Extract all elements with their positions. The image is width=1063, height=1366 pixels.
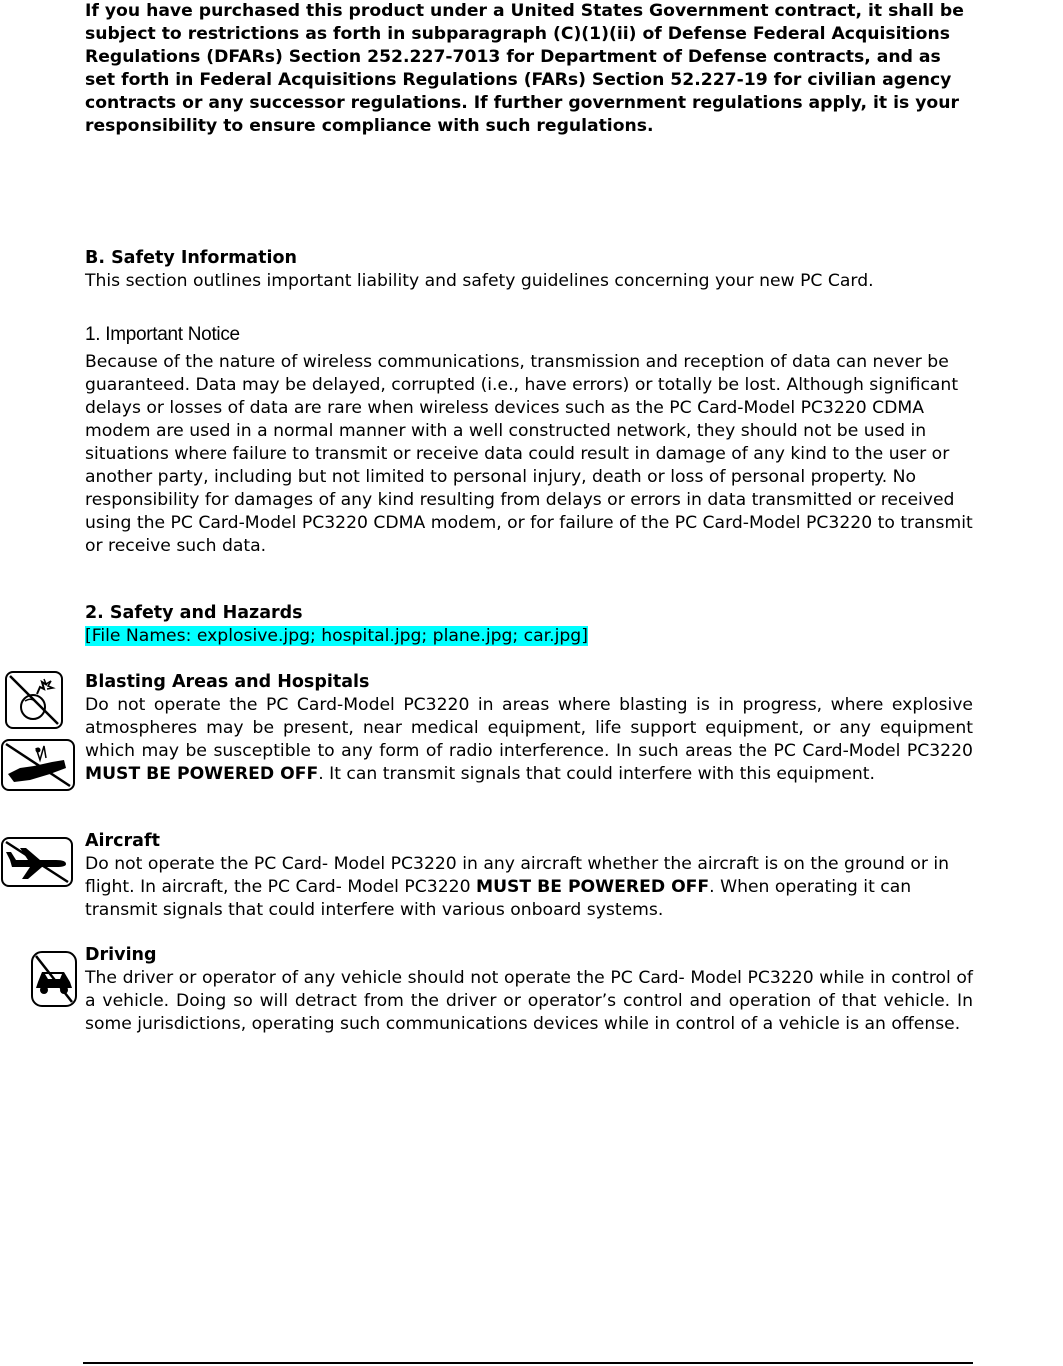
aircraft-text-part: Do not operate the PC Card- Model PC3220 in any aircraft whether the aircraft is on the ground or in flight. In aircraft, the PC Card- Model PC3220 xyxy=(85,854,950,897)
driving-section xyxy=(85,944,973,1036)
driving-heading: Driving xyxy=(85,945,157,965)
important-notice-heading: 1. Important Notice xyxy=(85,324,240,345)
safety-information-section xyxy=(85,247,973,293)
aircraft-text-part: . When operating it can transmit signals that could interfere with various onboard systems. xyxy=(85,877,912,920)
explosive-icon xyxy=(4,670,64,730)
safety-hazards-section xyxy=(85,602,973,648)
safety-hazards-heading: 2. Safety and Hazards xyxy=(85,603,303,623)
blasting-text-part: Do not operate the PC Card-Model PC3220 in areas where blasting is in progress, where explosive atmospheres may be present, near medical equipment, life support equipment, or any equipment which may be susceptible to any form of radio interference. In such areas the PC Card-Model PC3220 xyxy=(85,695,973,761)
blasting-text-part: . It can transmit signals that could interfere with this equipment. xyxy=(318,764,875,784)
blasting-emphasis: MUST BE POWERED OFF xyxy=(85,764,319,784)
government-notice-text: If you have purchased this product under a United States Government contract, it shall be subject to restrictions as forth in subparagraph (C)(1)(ii) of Defense Federal Acquisitions Regulations (DFARs) Section 252.227-7013 for Department of Defense contracts, and as set forth in Federal Acquisitions Regulations (FARs) Section 52.227-19 for civilian agency contracts or any successor regulations. If further government regulations apply, it is your responsibility to ensure compliance with such regulations. xyxy=(85,1,964,136)
aircraft-emphasis: MUST BE POWERED OFF xyxy=(475,877,710,897)
blasting-section xyxy=(85,671,973,786)
driving-text: The driver or operator of any vehicle should not operate the PC Card- Model PC3220 while in control of a vehicle. Doing so will detract from the driver or operator’s control and operation of that vehicle. In some jurisdictions, operating such communications devices while in control of a vehicle is an offense. xyxy=(85,968,973,1034)
safety-information-intro: This section outlines important liability and safety guidelines concerning your new PC Card. xyxy=(85,271,874,291)
important-notice-body xyxy=(85,351,973,558)
important-notice-text: Because of the nature of wireless communications, transmission and reception of data can never be guaranteed. Data may be delayed, corrupted (i.e., have errors) or totally be lost. Although significant delays or losses of data are rare when wireless devices such as the PC Card-Model PC3220 CDMA modem are used in a normal manner with a well constructed network, they should not be used in situations where failure to transmit or receive data could result in damage of any kind to the user or another party, including but not limited to personal injury, death or loss of personal property. No responsibility for damages of any kind resulting from delays or errors in data transmitted or received using the PC Card-Model PC3220 CDMA modem, or for failure of the PC Card-Model PC3220 to transmit or receive such data. xyxy=(85,352,973,556)
blasting-text xyxy=(85,694,973,786)
car-icon xyxy=(30,950,78,1008)
important-notice-section xyxy=(85,323,973,346)
footer-rule xyxy=(83,1362,973,1364)
safety-information-heading: B. Safety Information xyxy=(85,248,297,268)
blasting-heading: Blasting Areas and Hospitals xyxy=(85,672,370,692)
file-names-note: [File Names: explosive.jpg; hospital.jpg; plane.jpg; car.jpg] xyxy=(85,626,588,646)
aircraft-heading: Aircraft xyxy=(85,831,160,851)
plane-icon xyxy=(0,836,74,888)
aircraft-section xyxy=(85,830,973,922)
government-notice xyxy=(85,0,973,138)
hospital-icon xyxy=(0,738,76,792)
aircraft-text xyxy=(85,853,973,922)
